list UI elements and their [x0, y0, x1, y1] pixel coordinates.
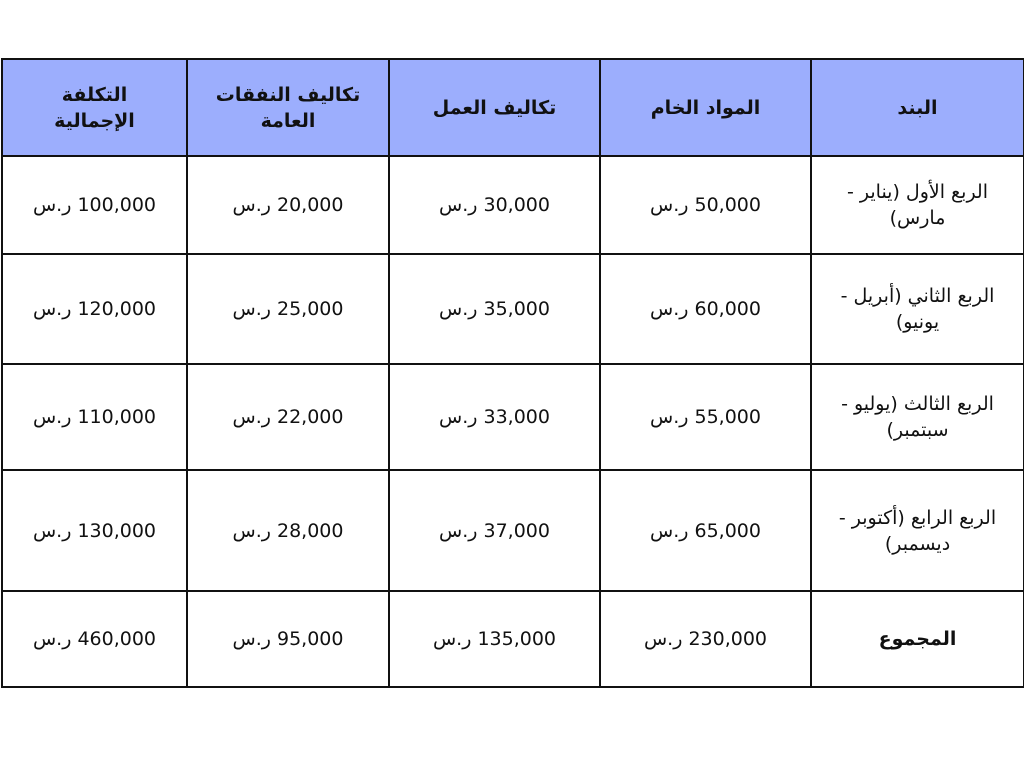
cell-labor: 33,000 ر.س: [389, 364, 600, 470]
cell-raw: 230,000 ر.س: [600, 591, 811, 687]
header-total-cost: التكلفة الإجمالية: [2, 59, 187, 156]
cell-total-label: المجموع: [811, 591, 1024, 687]
cell-item: الربع الرابع (أكتوبر - ديسمبر): [811, 470, 1024, 591]
cell-labor: 35,000 ر.س: [389, 254, 600, 364]
cell-overhead: 25,000 ر.س: [187, 254, 389, 364]
cell-labor: 30,000 ر.س: [389, 156, 600, 254]
cell-total: 110,000 ر.س: [2, 364, 187, 470]
cell-overhead: 20,000 ر.س: [187, 156, 389, 254]
table-total-row: [2, 591, 1024, 687]
cell-item: الربع الثالث (يوليو - سبتمبر): [811, 364, 1024, 470]
cell-total: 130,000 ر.س: [2, 470, 187, 591]
cell-overhead: 28,000 ر.س: [187, 470, 389, 591]
header-raw-materials: المواد الخام: [600, 59, 811, 156]
cell-labor: 37,000 ر.س: [389, 470, 600, 591]
cell-raw: 50,000 ر.س: [600, 156, 811, 254]
table-row: [2, 254, 1024, 364]
cell-item: الربع الثاني (أبريل - يونيو): [811, 254, 1024, 364]
cell-labor: 135,000 ر.س: [389, 591, 600, 687]
table-row: [2, 470, 1024, 591]
table-row: [2, 156, 1024, 254]
cell-total: 460,000 ر.س: [2, 591, 187, 687]
cell-overhead: 22,000 ر.س: [187, 364, 389, 470]
cell-raw: 65,000 ر.س: [600, 470, 811, 591]
header-labor-costs: تكاليف العمل: [389, 59, 600, 156]
cell-total: 100,000 ر.س: [2, 156, 187, 254]
cost-table: [1, 58, 1024, 688]
cell-item: الربع الأول (يناير - مارس): [811, 156, 1024, 254]
cell-raw: 55,000 ر.س: [600, 364, 811, 470]
cell-total: 120,000 ر.س: [2, 254, 187, 364]
header-overhead-costs: تكاليف النفقات العامة: [187, 59, 389, 156]
cell-overhead: 95,000 ر.س: [187, 591, 389, 687]
table-header-row: [2, 59, 1024, 156]
table-row: [2, 364, 1024, 470]
cell-raw: 60,000 ر.س: [600, 254, 811, 364]
header-item: البند: [811, 59, 1024, 156]
